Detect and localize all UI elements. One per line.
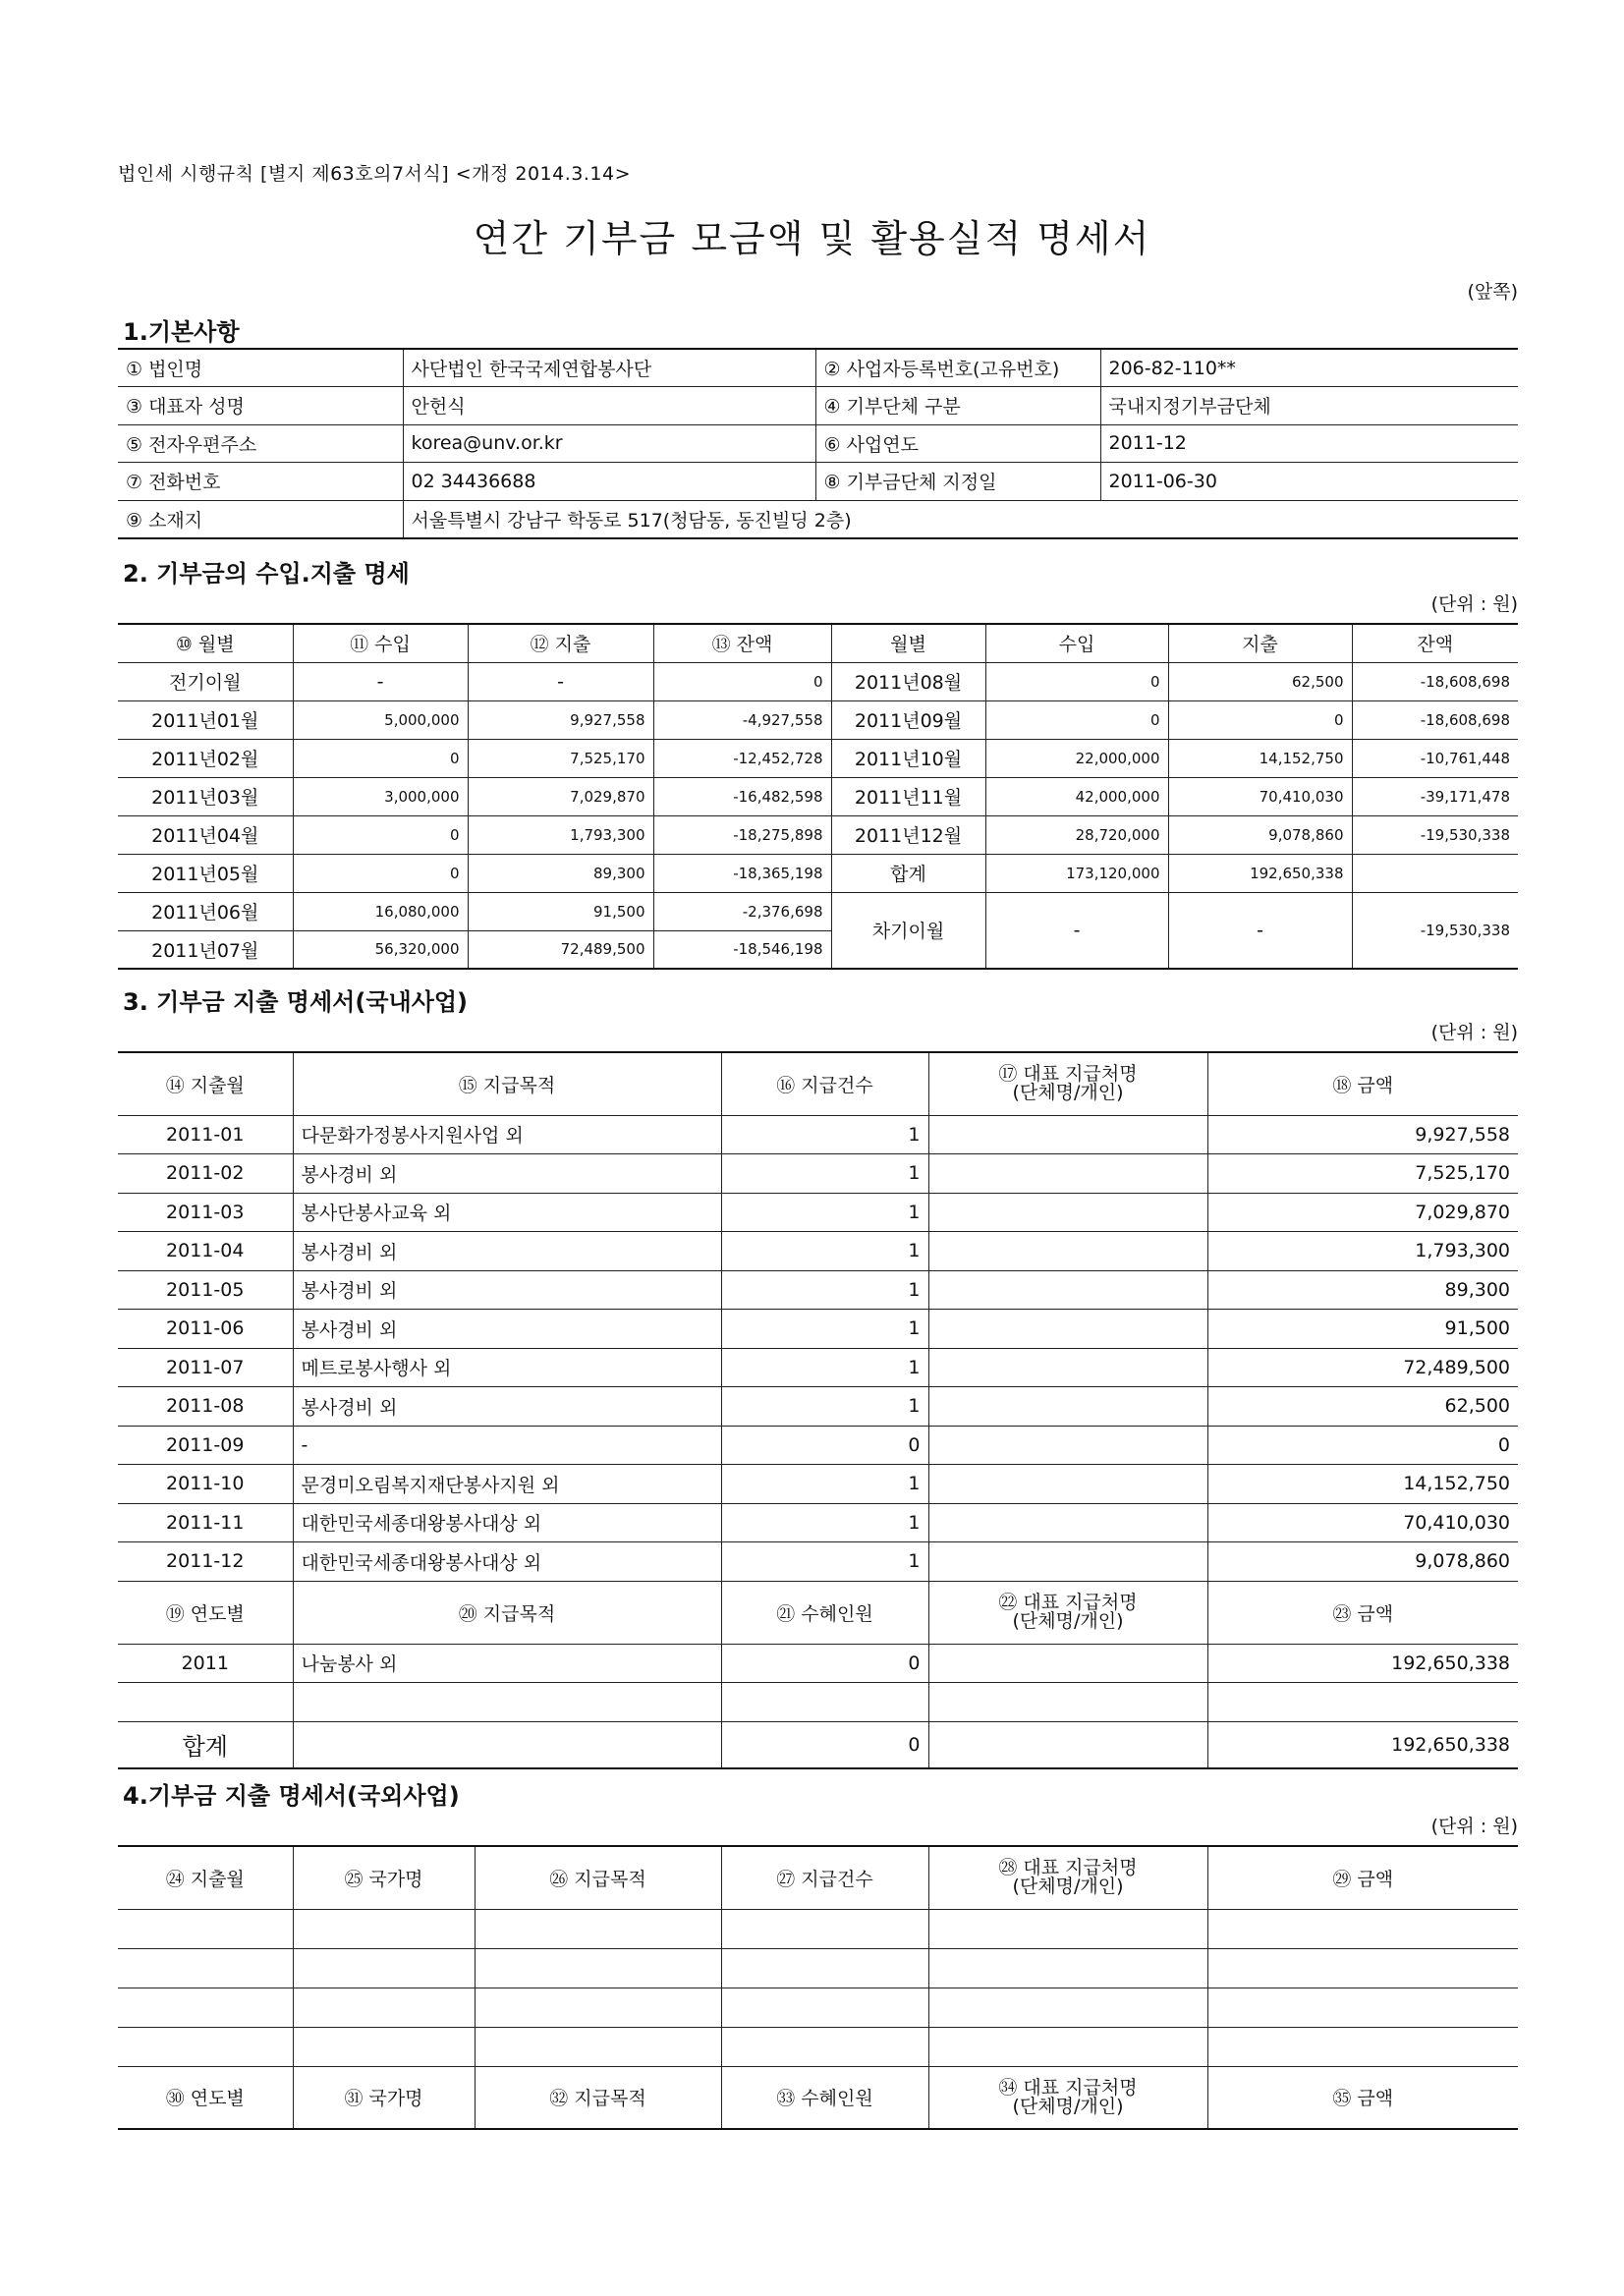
recipient-cell [928,1154,1207,1194]
col-header: 수입 [985,624,1168,662]
balance-cell: -10,761,448 [1352,739,1518,777]
value-cell: korea@unv.or.kr [403,424,815,463]
month-cell: 2011년03월 [118,777,293,815]
recipient-cell [928,1232,1207,1271]
expense-cell: 70,410,030 [1168,777,1352,815]
expense-cell: 72,489,500 [468,930,653,969]
month-cell: 2011-01 [118,1115,293,1154]
month-cell: 2011-10 [118,1465,293,1504]
count-cell: 0 [721,1644,928,1683]
purpose-cell: 문경미오림복지재단봉사지원 외 [293,1465,721,1504]
table-row [118,1426,1518,1465]
expense-cell: 9,078,860 [1168,815,1352,854]
empty-cell [293,1683,721,1722]
label-cell: ③ 대표자 성명 [118,387,403,425]
col-header: ⑯ 지급건수 [721,1052,928,1115]
col-header: ⑮ 지급목적 [293,1052,721,1115]
income-cell: 0 [293,854,468,892]
month-cell: 2011년12월 [831,815,985,854]
month-cell: 2011-06 [118,1310,293,1349]
amount-cell: 89,300 [1207,1270,1518,1310]
section4-title: 4.기부금 지출 명세서(국외사업) [123,1782,460,1810]
purpose-cell: 봉사경비 외 [293,1387,721,1427]
income-cell: 173,120,000 [985,854,1168,892]
col-header: 지출 [1168,624,1352,662]
table-row [118,777,1518,815]
label-cell: ⑨ 소재지 [118,500,403,538]
header-line1: ㉞ 대표 지급처명 [998,2076,1138,2099]
month-cell: 2011년08월 [831,662,985,700]
empty-cell [1207,1683,1518,1722]
income-cell: - [985,892,1168,969]
balance-cell: 0 [653,662,831,700]
table-row [118,815,1518,854]
col-header: ㉚ 연도별 [118,2066,293,2129]
balance-cell [1352,854,1518,892]
month-cell: 2011년07월 [118,930,293,969]
basic-info-table [118,348,1518,539]
balance-cell: -18,608,698 [1352,700,1518,739]
table-row [118,1193,1518,1232]
table-row [118,854,1518,892]
col-header [928,1846,1207,1909]
table-row [118,1310,1518,1349]
total-amount: 192,650,338 [1207,1721,1518,1768]
col-header: ⑪ 수입 [293,624,468,662]
label-cell: ⑧ 기부금단체 지정일 [815,463,1100,501]
table-row [118,1348,1518,1387]
total-count: 0 [721,1721,928,1768]
expense-cell: 192,650,338 [1168,854,1352,892]
expense-cell: 14,152,750 [1168,739,1352,777]
label-cell: ④ 기부단체 구분 [815,387,1100,425]
amount-cell: 7,029,870 [1207,1193,1518,1232]
month-cell: 합계 [831,854,985,892]
income-cell: 0 [293,739,468,777]
col-header: ㉑ 수혜인원 [721,1581,928,1644]
table-row [118,1644,1518,1683]
income-expense-table [118,623,1518,970]
col-header [928,1052,1207,1115]
table-row [118,500,1518,538]
total-label: 합계 [118,1721,293,1768]
label-cell: ⑤ 전자우편주소 [118,424,403,463]
total-row [118,1721,1518,1768]
amount-cell: 70,410,030 [1207,1503,1518,1542]
header-line2: (단체명/개인) [1012,1876,1124,1898]
expense-cell: 62,500 [1168,662,1352,700]
table-header-row [118,1846,1518,1909]
balance-cell: -19,530,338 [1352,892,1518,969]
expense-cell: 7,525,170 [468,739,653,777]
header-line1: ㉒ 대표 지급처명 [998,1592,1138,1613]
table-header-row [118,624,1518,662]
header-line2: (단체명/개인) [1012,2095,1124,2117]
purpose-cell: 봉사경비 외 [293,1270,721,1310]
purpose-cell: 다문화가정봉사지원사업 외 [293,1115,721,1154]
purpose-cell: 봉사단봉사교육 외 [293,1193,721,1232]
table-row [118,424,1518,463]
expense-cell: 7,029,870 [468,777,653,815]
table-header-row [118,1581,1518,1644]
table-row [118,892,1518,930]
recipient-cell [928,1115,1207,1154]
page-title: 연간 기부금 모금액 및 활용실적 명세서 [473,217,1151,260]
domestic-expense-table [118,1051,1518,1769]
col-header: ⑩ 월별 [118,624,293,662]
month-cell: 2011년10월 [831,739,985,777]
table-row [118,1988,1518,2027]
value-cell: 2011-06-30 [1100,463,1518,501]
amount-cell: 14,152,750 [1207,1465,1518,1504]
purpose-cell: 메트로봉사행사 외 [293,1348,721,1387]
count-cell: 1 [721,1193,928,1232]
expense-cell: 0 [1168,700,1352,739]
amount-cell: 91,500 [1207,1310,1518,1349]
balance-cell: -12,452,728 [653,739,831,777]
table-row [118,1683,1518,1722]
month-cell: 2011년04월 [118,815,293,854]
section1-title: 1.기본사항 [123,318,240,346]
expense-cell: 1,793,300 [468,815,653,854]
count-cell: 1 [721,1310,928,1349]
balance-cell: -19,530,338 [1352,815,1518,854]
month-cell: 2011-12 [118,1542,293,1582]
col-header: ⑱ 금액 [1207,1052,1518,1115]
header-line2: (단체명/개인) [1012,1082,1124,1104]
col-header: 잔액 [1352,624,1518,662]
recipient-cell [928,1387,1207,1427]
col-header: ㉜ 지급목적 [475,2066,721,2129]
count-cell: 1 [721,1465,928,1504]
month-cell: 2011년11월 [831,777,985,815]
col-header: ⑳ 지급목적 [293,1581,721,1644]
table-row [118,1948,1518,1988]
col-header: ㉝ 수혜인원 [721,2066,928,2129]
table-row [118,1909,1518,1948]
col-header: ㉙ 금액 [1207,1846,1518,1909]
value-cell: 안헌식 [403,387,815,425]
income-cell: 16,080,000 [293,892,468,930]
month-cell: 2011-09 [118,1426,293,1465]
month-cell: 2011-02 [118,1154,293,1194]
table-header-row [118,1052,1518,1115]
empty-cell [118,1683,293,1722]
unit-label: (단위 : 원) [1430,1816,1518,1837]
expense-cell: 9,927,558 [468,700,653,739]
count-cell: 1 [721,1270,928,1310]
header-line1: ⑰ 대표 지급처명 [998,1063,1138,1086]
table-row [118,1503,1518,1542]
recipient-cell [928,1270,1207,1310]
empty-cell [293,1721,721,1768]
balance-cell: -39,171,478 [1352,777,1518,815]
table-header-row [118,2066,1518,2129]
month-cell: 전기이월 [118,662,293,700]
purpose-cell: - [293,1426,721,1465]
balance-cell: -18,275,898 [653,815,831,854]
month-cell: 2011-08 [118,1387,293,1427]
balance-cell: -16,482,598 [653,777,831,815]
expense-cell: 91,500 [468,892,653,930]
table-row [118,1270,1518,1310]
month-cell: 2011-04 [118,1232,293,1271]
income-cell: 0 [985,662,1168,700]
month-cell: 2011년01월 [118,700,293,739]
empty-cell [928,1683,1207,1722]
amount-cell: 1,793,300 [1207,1232,1518,1271]
amount-cell: 192,650,338 [1207,1644,1518,1683]
col-header [928,2066,1207,2129]
side-note: (앞쪽) [1467,281,1518,303]
address-value: 서울특별시 강남구 학동로 517(청담동, 동진빌딩 2층) [403,500,1518,538]
count-cell: 0 [721,1426,928,1465]
income-cell: 56,320,000 [293,930,468,969]
count-cell: 1 [721,1154,928,1194]
amount-cell: 62,500 [1207,1387,1518,1427]
month-cell: 2011-11 [118,1503,293,1542]
table-row [118,1232,1518,1271]
amount-cell: 9,078,860 [1207,1542,1518,1582]
recipient-cell [928,1503,1207,1542]
table-row [118,2027,1518,2066]
purpose-cell: 봉사경비 외 [293,1310,721,1349]
expense-cell: - [1168,892,1352,969]
col-header: 월별 [831,624,985,662]
balance-cell: -18,608,698 [1352,662,1518,700]
col-header: ⑲ 연도별 [118,1581,293,1644]
value-cell: 사단법인 한국국제연합봉사단 [403,349,815,387]
value-cell: 02 34436688 [403,463,815,501]
purpose-cell: 나눔봉사 외 [293,1644,721,1683]
table-row [118,463,1518,501]
income-cell: 22,000,000 [985,739,1168,777]
value-cell: 국내지정기부금단체 [1100,387,1518,425]
table-row [118,700,1518,739]
unit-label: (단위 : 원) [1430,1022,1518,1043]
label-cell: ② 사업자등록번호(고유번호) [815,349,1100,387]
expense-cell: - [468,662,653,700]
col-header: ⑫ 지출 [468,624,653,662]
col-header: ⑬ 잔액 [653,624,831,662]
expense-cell: 89,300 [468,854,653,892]
purpose-cell: 대한민국세종대왕봉사대상 외 [293,1542,721,1582]
count-cell: 1 [721,1387,928,1427]
section2-title: 2. 기부금의 수입.지출 명세 [123,560,410,588]
balance-cell: -18,546,198 [653,930,831,969]
recipient-cell [928,1465,1207,1504]
month-cell: 2011-03 [118,1193,293,1232]
header-line2: (단체명/개인) [1012,1610,1124,1632]
law-reference: 법인세 시행규칙 [별지 제63호의7서식] <개정 2014.3.14> [118,163,631,185]
table-row [118,1115,1518,1154]
table-row [118,739,1518,777]
amount-cell: 0 [1207,1426,1518,1465]
recipient-cell [928,1193,1207,1232]
income-cell: 28,720,000 [985,815,1168,854]
count-cell: 1 [721,1232,928,1271]
count-cell: 1 [721,1503,928,1542]
value-cell: 2011-12 [1100,424,1518,463]
col-header [928,1581,1207,1644]
table-row [118,1465,1518,1504]
col-header: ⑭ 지출월 [118,1052,293,1115]
recipient-cell [928,1426,1207,1465]
month-cell: 2011년06월 [118,892,293,930]
col-header: ㉔ 지출월 [118,1846,293,1909]
month-cell: 2011년09월 [831,700,985,739]
purpose-cell: 봉사경비 외 [293,1232,721,1271]
table-row [118,1154,1518,1194]
month-cell: 2011년02월 [118,739,293,777]
month-cell: 2011-07 [118,1348,293,1387]
income-cell: 42,000,000 [985,777,1168,815]
table-row [118,349,1518,387]
table-row [118,1542,1518,1582]
count-cell: 1 [721,1542,928,1582]
overseas-expense-table [118,1845,1518,2130]
empty-cell [928,1721,1207,1768]
purpose-cell: 봉사경비 외 [293,1154,721,1194]
label-cell: ⑥ 사업연도 [815,424,1100,463]
header-line1: ㉘ 대표 지급처명 [998,1857,1138,1879]
income-cell: - [293,662,468,700]
month-cell: 차기이월 [831,892,985,969]
empty-cell [721,1683,928,1722]
month-cell: 2011-05 [118,1270,293,1310]
section3-title: 3. 기부금 지출 명세서(국내사업) [123,988,469,1016]
label-cell: ⑦ 전화번호 [118,463,403,501]
amount-cell: 7,525,170 [1207,1154,1518,1194]
table-row [118,1387,1518,1427]
col-header: ㉕ 국가명 [293,1846,475,1909]
purpose-cell: 대한민국세종대왕봉사대상 외 [293,1503,721,1542]
balance-cell: -4,927,558 [653,700,831,739]
income-cell: 5,000,000 [293,700,468,739]
count-cell: 1 [721,1115,928,1154]
recipient-cell [928,1310,1207,1349]
label-cell: ① 법인명 [118,349,403,387]
value-cell: 206-82-110** [1100,349,1518,387]
year-cell: 2011 [118,1644,293,1683]
recipient-cell [928,1348,1207,1387]
income-cell: 3,000,000 [293,777,468,815]
count-cell: 1 [721,1348,928,1387]
income-cell: 0 [985,700,1168,739]
table-row [118,662,1518,700]
col-header: ㉖ 지급목적 [475,1846,721,1909]
col-header: ㉟ 금액 [1207,2066,1518,2129]
amount-cell: 72,489,500 [1207,1348,1518,1387]
amount-cell: 9,927,558 [1207,1115,1518,1154]
table-row [118,387,1518,425]
col-header: ㉓ 금액 [1207,1581,1518,1644]
col-header: ㉛ 국가명 [293,2066,475,2129]
balance-cell: -18,365,198 [653,854,831,892]
income-cell: 0 [293,815,468,854]
unit-label: (단위 : 원) [1430,593,1518,615]
balance-cell: -2,376,698 [653,892,831,930]
recipient-cell [928,1542,1207,1582]
col-header: ㉗ 지급건수 [721,1846,928,1909]
recipient-cell [928,1644,1207,1683]
month-cell: 2011년05월 [118,854,293,892]
